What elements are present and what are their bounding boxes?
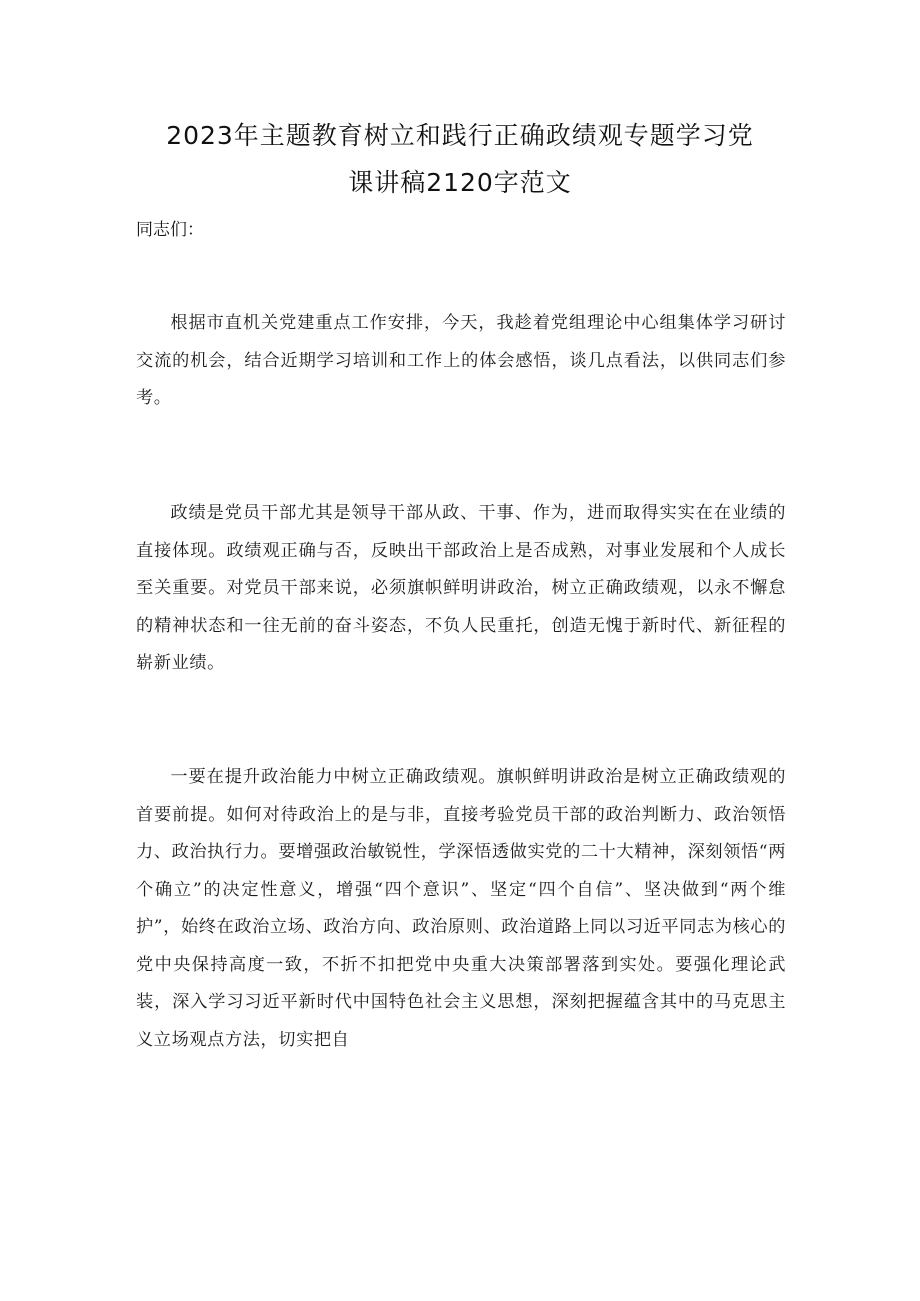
title-line-2: 课讲稿2120字范文: [348, 168, 572, 197]
paragraph-overview: 政绩是党员干部尤其是领导干部从政、干事、作为，进而取得实实在在业绩的直接体现。政绩观正确与否，反映出干部政治上是否成熟，对事业发展和个人成长至关重要。对党员干部来说，必须旗帜鲜明讲政治，树立正确政绩观，以永不懈怠的精神状态和一往无前的奋斗姿态，不负人民重托，创造无愧于新时代、新征程的崭新业绩。: [136, 503, 786, 673]
paragraph-point-one: 一要在提升政治能力中树立正确政绩观。旗帜鲜明讲政治是树立正确政绩观的首要前提。如何对待政治上的是与非，直接考验党员干部的政治判断力、政治领悟力、政治执行力。要增强政治敏锐性，学深悟透做实党的二十大精神，深刻领悟“两个确立”的决定性意义，增强“四个意识”、坚定“四个自信”、坚决做到“两个维护”，始终在政治立场、政治方向、政治原则、政治道路上同以习近平同志为核心的党中央保持高度一致，不折不扣把党中央重大决策部署落到实处。要强化理论武装，深入学习习近平新时代中国特色社会主义思想，深刻把握蕴含其中的马克思主义立场观点方法，切实把自: [136, 767, 786, 1050]
salutation: 同志们：: [136, 220, 204, 240]
document-title: [120, 112, 800, 206]
paragraph-intro: 根据市直机关党建重点工作安排，今天，我趁着党组理论中心组集体学习研讨交流的机会，结合近期学习培训和工作上的体会感悟，谈几点看法，以供同志们参考。: [136, 313, 786, 408]
title-line-1: 2023年主题教育树立和践行正确政绩观专题学习党: [166, 121, 754, 150]
